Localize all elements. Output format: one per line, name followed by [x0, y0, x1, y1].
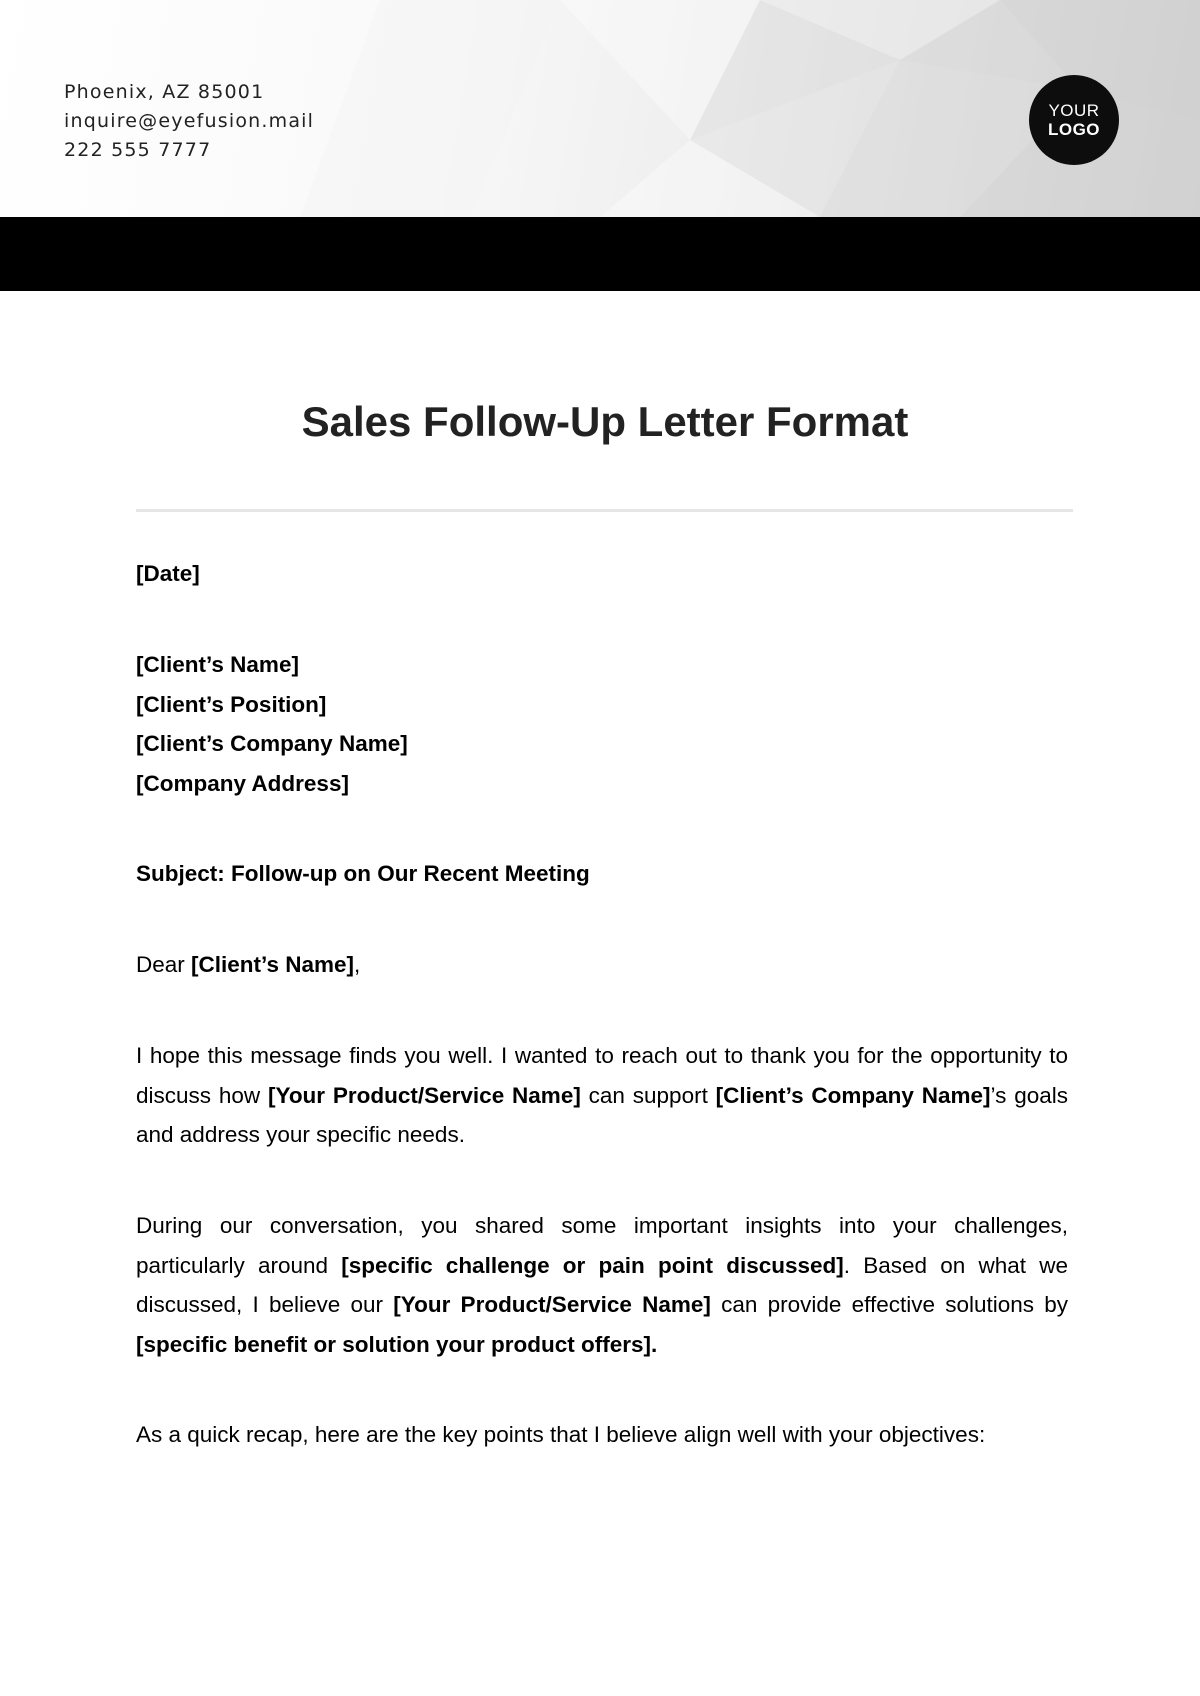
salutation-suffix: ,: [353, 952, 361, 977]
paragraph-conversation-text-3: can provide effective solutions by: [710, 1292, 1068, 1317]
company-logo: [1029, 75, 1119, 165]
title-divider: [136, 509, 1073, 512]
paragraph-conversation: [136, 1206, 1068, 1364]
salutation-name: [Client’s Name]: [191, 952, 354, 977]
recipient-name: [Client’s Name]: [136, 652, 299, 677]
benefit-placeholder: [specific benefit or solution your product offers].: [136, 1331, 658, 1357]
salutation: [136, 945, 1068, 985]
paragraph-intro-text-3: ’s goals and address your specific needs.: [136, 1082, 1069, 1147]
address-line: Phoenix, AZ 85001: [64, 81, 265, 103]
paragraph-recap: As a quick recap, here are the key points that I believe align well with your objectives:: [136, 1422, 986, 1447]
paragraph-conversation-text-2: . Based on what we discussed, I believe our: [136, 1252, 1068, 1317]
contact-info: [64, 78, 314, 165]
paragraph-intro-text-1: I hope this message finds you well. I wanted to reach out to thank you for the opportunity to discuss how: [136, 1043, 1068, 1108]
logo-text-bottom: LOGO: [1047, 120, 1101, 139]
document-title: Sales Follow-Up Letter Format: [301, 398, 909, 445]
recipient-address: [Company Address]: [136, 770, 349, 796]
client-company-placeholder: [Client’s Company Name]: [715, 1082, 991, 1108]
recipient-position: [Client’s Position]: [136, 691, 327, 717]
product-name-placeholder-2: [Your Product/Service Name]: [393, 1292, 711, 1317]
paragraph-intro: [136, 1036, 1068, 1155]
email-line: inquire@eyefusion.mail: [64, 110, 315, 132]
challenge-placeholder: [specific challenge or pain point discussed]: [341, 1252, 844, 1278]
letterhead-header: [0, 0, 1200, 217]
header-black-band: [0, 217, 1200, 291]
paragraph-conversation-text-1: During our conversation, you shared some important insights into your challenges, particularly around: [136, 1213, 1068, 1278]
salutation-prefix: Dear: [136, 952, 192, 977]
product-name-placeholder: [Your Product/Service Name]: [267, 1082, 581, 1108]
subject-line: Subject: Follow-up on Our Recent Meeting: [136, 861, 590, 886]
phone-line: 222 555 7777: [64, 139, 212, 161]
recipient-company: [Client’s Company Name]: [136, 731, 408, 756]
recipient-block: [136, 645, 1068, 803]
date-placeholder: [Date]: [136, 561, 200, 586]
logo-text-top: YOUR: [1048, 101, 1100, 120]
paragraph-intro-text-2: can support: [580, 1082, 716, 1108]
